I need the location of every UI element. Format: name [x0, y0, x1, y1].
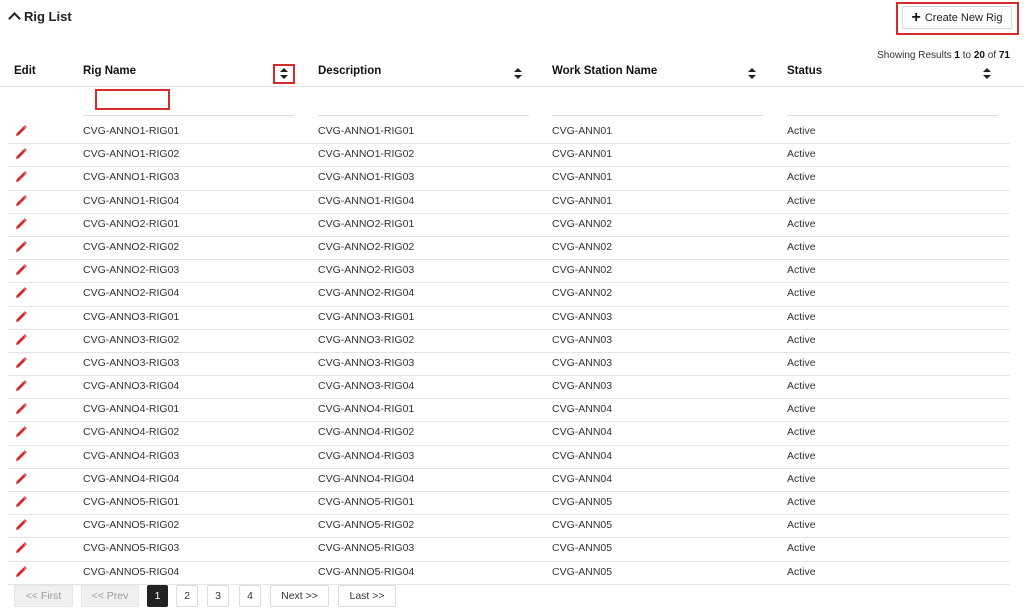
- work-station-cell: CVG-ANN05: [552, 496, 613, 508]
- status-cell: Active: [787, 426, 816, 439]
- status-cell: Active: [787, 333, 816, 346]
- pencil-icon[interactable]: [15, 195, 27, 207]
- pencil-icon[interactable]: [15, 171, 27, 183]
- rig-name-cell: CVG-ANNO3-RIG02: [83, 333, 180, 346]
- create-button-label: Create New Rig: [924, 11, 1003, 24]
- rig-name-cell: CVG-ANNO3-RIG01: [83, 310, 180, 323]
- status-cell: Active: [787, 356, 816, 369]
- work-station-cell: CVG-ANN03: [552, 356, 613, 369]
- filter-highlight: [95, 89, 170, 110]
- chevron-up-icon[interactable]: [8, 12, 21, 25]
- rig-name-cell: CVG-ANNO2-RIG04: [83, 287, 180, 300]
- section-header[interactable]: [8, 6, 72, 26]
- status-cell: Active: [787, 565, 816, 578]
- description-cell: CVG-ANNO2-RIG04: [318, 287, 415, 300]
- description-cell: CVG-ANNO3-RIG03: [318, 356, 415, 369]
- table-row: [8, 469, 1010, 492]
- table-body: [8, 121, 1010, 585]
- description-cell: CVG-ANNO4-RIG02: [318, 426, 415, 439]
- table-row: [8, 515, 1010, 538]
- pencil-icon[interactable]: [15, 380, 27, 392]
- description-cell: CVG-ANNO5-RIG01: [318, 496, 415, 508]
- sort-icon[interactable]: [748, 68, 756, 80]
- status-cell: Active: [787, 287, 816, 300]
- rig-name-cell: CVG-ANNO5-RIG02: [83, 519, 180, 532]
- pencil-icon[interactable]: [15, 542, 27, 554]
- sort-highlight: [273, 64, 295, 84]
- description-cell: CVG-ANNO5-RIG03: [318, 542, 415, 555]
- rig-name-cell: CVG-ANNO1-RIG04: [83, 194, 180, 207]
- column-header-rig-name[interactable]: Rig Name: [83, 65, 137, 77]
- table-row: [8, 214, 1010, 237]
- work-station-cell: CVG-ANN02: [552, 287, 613, 300]
- rig-name-cell: CVG-ANNO1-RIG03: [83, 171, 180, 184]
- prev-page-button[interactable]: << Prev: [81, 585, 139, 607]
- pencil-icon[interactable]: [15, 125, 27, 137]
- description-cell: CVG-ANNO5-RIG04: [318, 565, 415, 578]
- description-cell: CVG-ANNO1-RIG03: [318, 171, 415, 184]
- rig-name-cell: CVG-ANNO1-RIG01: [83, 125, 180, 137]
- work-station-cell: CVG-ANN04: [552, 426, 613, 439]
- status-cell: Active: [787, 194, 816, 207]
- work-station-cell: CVG-ANN05: [552, 519, 613, 532]
- description-cell: CVG-ANNO2-RIG01: [318, 217, 415, 230]
- status-cell: Active: [787, 449, 816, 462]
- work-station-cell: CVG-ANN02: [552, 217, 613, 230]
- rig-name-cell: CVG-ANNO5-RIG01: [83, 496, 180, 508]
- pencil-icon[interactable]: [15, 287, 27, 299]
- column-header-edit: Edit: [14, 65, 36, 77]
- table-row: [8, 399, 1010, 422]
- pencil-icon[interactable]: [15, 264, 27, 276]
- description-cell: CVG-ANNO2-RIG03: [318, 264, 415, 277]
- status-cell: Active: [787, 171, 816, 184]
- pencil-icon[interactable]: [15, 403, 27, 415]
- description-cell: CVG-ANNO1-RIG02: [318, 148, 415, 161]
- table-row: [8, 144, 1010, 167]
- work-station-cell: CVG-ANN01: [552, 194, 613, 207]
- first-page-button[interactable]: << First: [14, 585, 73, 607]
- status-cell: Active: [787, 125, 816, 137]
- table-row: [8, 191, 1010, 214]
- description-cell: CVG-ANNO4-RIG04: [318, 472, 415, 485]
- table-row: [8, 330, 1010, 353]
- rig-name-cell: CVG-ANNO2-RIG02: [83, 240, 180, 253]
- work-station-cell: CVG-ANN04: [552, 403, 613, 416]
- page-button-2[interactable]: 2: [176, 585, 198, 607]
- rig-name-cell: CVG-ANNO4-RIG02: [83, 426, 180, 439]
- table-row: [8, 376, 1010, 399]
- status-cell: Active: [787, 519, 816, 532]
- work-station-cell: CVG-ANN01: [552, 125, 613, 137]
- rig-name-cell: CVG-ANNO3-RIG03: [83, 356, 180, 369]
- table-row: [8, 283, 1010, 306]
- work-station-cell: CVG-ANN04: [552, 449, 613, 462]
- description-cell: CVG-ANNO1-RIG01: [318, 125, 415, 137]
- table-row: [8, 260, 1010, 283]
- table-row: [8, 562, 1010, 585]
- work-station-cell: CVG-ANN03: [552, 380, 613, 393]
- sort-icon[interactable]: [514, 68, 522, 80]
- rig-name-cell: CVG-ANNO2-RIG03: [83, 264, 180, 277]
- work-station-cell: CVG-ANN02: [552, 264, 613, 277]
- table-row: [8, 237, 1010, 260]
- description-cell: CVG-ANNO3-RIG04: [318, 380, 415, 393]
- pencil-icon[interactable]: [15, 148, 27, 160]
- pencil-icon[interactable]: [15, 241, 27, 253]
- pencil-icon[interactable]: [15, 218, 27, 230]
- work-station-cell: CVG-ANN03: [552, 333, 613, 346]
- column-header-description[interactable]: Description: [318, 65, 382, 77]
- rig-name-cell: CVG-ANNO4-RIG03: [83, 449, 180, 462]
- page-button-3[interactable]: 3: [207, 585, 229, 607]
- pencil-icon[interactable]: [15, 450, 27, 462]
- pencil-icon[interactable]: [15, 426, 27, 438]
- create-new-rig-button[interactable]: [902, 6, 1012, 29]
- rig-name-cell: CVG-ANNO5-RIG04: [83, 565, 180, 578]
- table-row: [8, 538, 1010, 561]
- table-row: [8, 121, 1010, 144]
- pencil-icon[interactable]: [15, 334, 27, 346]
- results-summary: Showing Results 1 to 20 of 71: [877, 50, 1010, 61]
- work-station-cell: CVG-ANN01: [552, 148, 613, 161]
- work-station-cell: CVG-ANN05: [552, 542, 613, 555]
- work-station-cell: CVG-ANN04: [552, 472, 613, 485]
- status-cell: Active: [787, 542, 816, 555]
- rig-name-cell: CVG-ANNO2-RIG01: [83, 217, 180, 230]
- rig-name-cell: CVG-ANNO3-RIG04: [83, 380, 180, 393]
- rig-name-cell: CVG-ANNO1-RIG02: [83, 148, 180, 161]
- description-cell: CVG-ANNO4-RIG01: [318, 403, 415, 416]
- table-row: [8, 492, 1010, 515]
- status-cell: Active: [787, 380, 816, 393]
- rig-name-cell: CVG-ANNO5-RIG03: [83, 542, 180, 555]
- column-header-work-station[interactable]: Work Station Name: [552, 65, 658, 77]
- pencil-icon[interactable]: [15, 311, 27, 323]
- rig-name-cell: CVG-ANNO4-RIG04: [83, 472, 180, 485]
- description-cell: CVG-ANNO2-RIG02: [318, 240, 415, 253]
- work-station-cell: CVG-ANN03: [552, 310, 613, 323]
- table-header: [0, 65, 1024, 85]
- work-station-cell: CVG-ANN01: [552, 171, 613, 184]
- description-cell: CVG-ANNO3-RIG01: [318, 310, 415, 323]
- pencil-icon[interactable]: [15, 473, 27, 485]
- status-cell: Active: [787, 472, 816, 485]
- table-row: [8, 307, 1010, 330]
- page-title: Rig List: [24, 8, 72, 24]
- description-cell: CVG-ANNO3-RIG02: [318, 333, 415, 346]
- page-button-4[interactable]: 4: [239, 585, 261, 607]
- pencil-icon[interactable]: [15, 519, 27, 531]
- description-cell: CVG-ANNO4-RIG03: [318, 449, 415, 462]
- work-station-cell: CVG-ANN05: [552, 565, 613, 578]
- status-cell: Active: [787, 240, 816, 253]
- pencil-icon[interactable]: [15, 496, 27, 508]
- pencil-icon[interactable]: [15, 357, 27, 369]
- description-cell: CVG-ANNO5-RIG02: [318, 519, 415, 532]
- page-button-1[interactable]: 1: [147, 585, 168, 607]
- last-page-button[interactable]: Last >>: [338, 585, 396, 607]
- table-row: [8, 422, 1010, 445]
- table-row: [8, 446, 1010, 469]
- status-filter-input[interactable]: [787, 87, 998, 116]
- description-cell: CVG-ANNO1-RIG04: [318, 194, 415, 207]
- description-filter-input[interactable]: [318, 87, 529, 116]
- status-cell: Active: [787, 264, 816, 277]
- table-row: [8, 353, 1010, 376]
- next-page-button[interactable]: Next >>: [270, 585, 329, 607]
- status-cell: Active: [787, 310, 816, 323]
- status-cell: Active: [787, 496, 816, 508]
- status-cell: Active: [787, 148, 816, 161]
- sort-icon[interactable]: [983, 68, 991, 80]
- work-station-filter-input[interactable]: [552, 87, 763, 116]
- work-station-cell: CVG-ANN02: [552, 240, 613, 253]
- status-cell: Active: [787, 217, 816, 230]
- rig-name-cell: CVG-ANNO4-RIG01: [83, 403, 180, 416]
- status-cell: Active: [787, 403, 816, 416]
- pencil-icon[interactable]: [15, 566, 27, 578]
- table-row: [8, 167, 1010, 190]
- column-header-status[interactable]: Status: [787, 65, 823, 77]
- plus-icon: +: [911, 8, 921, 26]
